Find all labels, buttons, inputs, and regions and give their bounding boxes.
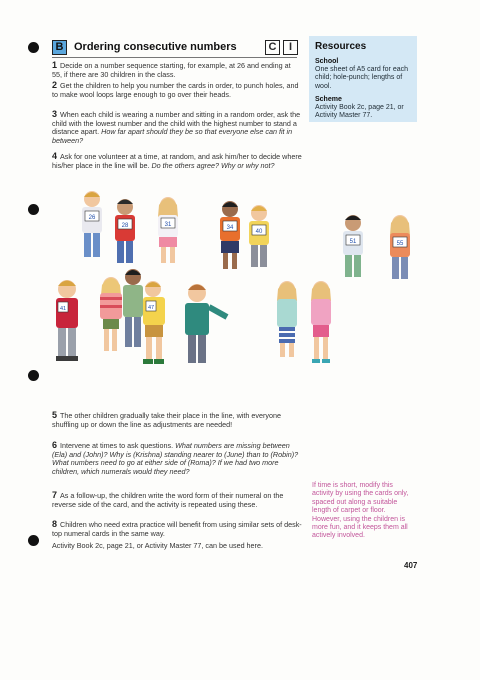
school-text: One sheet of A5 card for each child; hole-punch; lengths of wool. [315,66,409,90]
step-text: Intervene at times to ask questions. [60,441,174,450]
school-heading: School [315,58,339,65]
number-card-label: 28 [121,223,129,229]
section-badge: B [52,40,67,55]
closing-line: Activity Book 2c, page 21, or Activity Master 77, can be used here. [52,541,263,550]
child-figure [100,277,122,351]
header-rule [52,57,297,58]
step-text: Get the children to help you number the cards in order, to punch holes, and to make wool loops large enough to go over their heads. [52,81,299,99]
number-card-label: 31 [164,222,172,228]
child-figure [249,205,269,267]
resources-panel [309,36,417,122]
step-number: 1 [52,60,58,70]
child-figure [158,197,178,263]
step-text: When each child is wearing a number and sitting in a random order, ask the child with the lowest number and the child with the highest number to stand a distance apart. [52,110,301,137]
child-figure [82,191,102,257]
tag-c-badge: C [265,40,280,55]
punch-hole [28,370,39,381]
step-2 [52,81,302,99]
step-text: Decide on a number sequence starting, for example, at 26 and ending at 55, if there are 30 children in the class. [52,61,291,79]
number-card-label: 26 [88,215,96,221]
step-1 [52,61,302,79]
step-question: Do the others agree? Why or why not? [151,160,275,170]
punch-hole [28,204,39,215]
child-figure [277,281,297,357]
number-card-label: 47 [147,305,155,311]
resources-heading: Resources [315,41,367,52]
step-7 [52,491,302,509]
side-note: If time is short, modify this activity by using the cards only, spaced out along a suitable length of carpet or floor. However, using the children is more fun, and it keeps them all actively involved. [312,482,409,540]
section-header [52,38,298,56]
step-text: As a follow-up, the children write the word form of their numeral on the reverse side of the card, and the activity is repeated using these. [52,491,284,509]
step-question: What numbers are missing between (Ela) and (John)? Why is (Krishna) standing nearer to (June) than to (Robin)? What numbers need to go at either side of (Roma)? If we had two more children, which numerals would they need? [52,441,299,476]
scheme-text: Activity Book 2c, page 21, or Activity Master 77. [315,104,404,120]
number-card-label: 40 [255,229,263,235]
child-figure [115,199,135,263]
step-number: 7 [52,490,58,500]
number-card-label: 41 [59,306,67,312]
child-figure [343,215,363,277]
step-5 [52,411,302,429]
child-figure [185,284,227,363]
step-number: 3 [52,109,58,119]
children-lineup-illustration [45,185,425,395]
step-number: 4 [52,151,58,161]
step-question: How far apart should they be so that everyone else can fit in between? [52,127,293,145]
number-card-label: 51 [349,239,357,245]
step-number: 8 [52,519,58,529]
page-number: 407 [404,561,418,570]
step-number: 6 [52,440,58,450]
step-text: Ask for one volunteer at a time, at random, and ask him/her to decide where his/her place in the line will be. [52,152,302,170]
scheme-heading: Scheme [315,95,342,103]
step-text: Children who need extra practice will benefit from using similar sets of desk-top numeral cards in the same way. [52,520,302,538]
tag-i-badge: I [283,40,298,55]
step-8 [52,520,302,538]
step-3 [52,110,302,145]
punch-hole [28,535,39,546]
step-number: 5 [52,410,58,420]
child-figure [220,201,240,269]
step-6 [52,441,302,476]
child-figure [123,269,143,347]
child-figure [56,280,78,361]
child-figure [390,215,410,279]
step-4 [52,152,302,170]
step-number: 2 [52,80,58,90]
step-text: The other children gradually take their place in the line, with everyone shuffling up or down the line as adjustments are needed! [52,411,281,429]
child-figure [311,281,331,363]
section-title: Ordering consecutive numbers [74,41,237,53]
number-card-label: 55 [396,241,404,247]
punch-hole [28,42,39,53]
child-figure [143,281,165,364]
number-card-label: 34 [226,225,234,231]
